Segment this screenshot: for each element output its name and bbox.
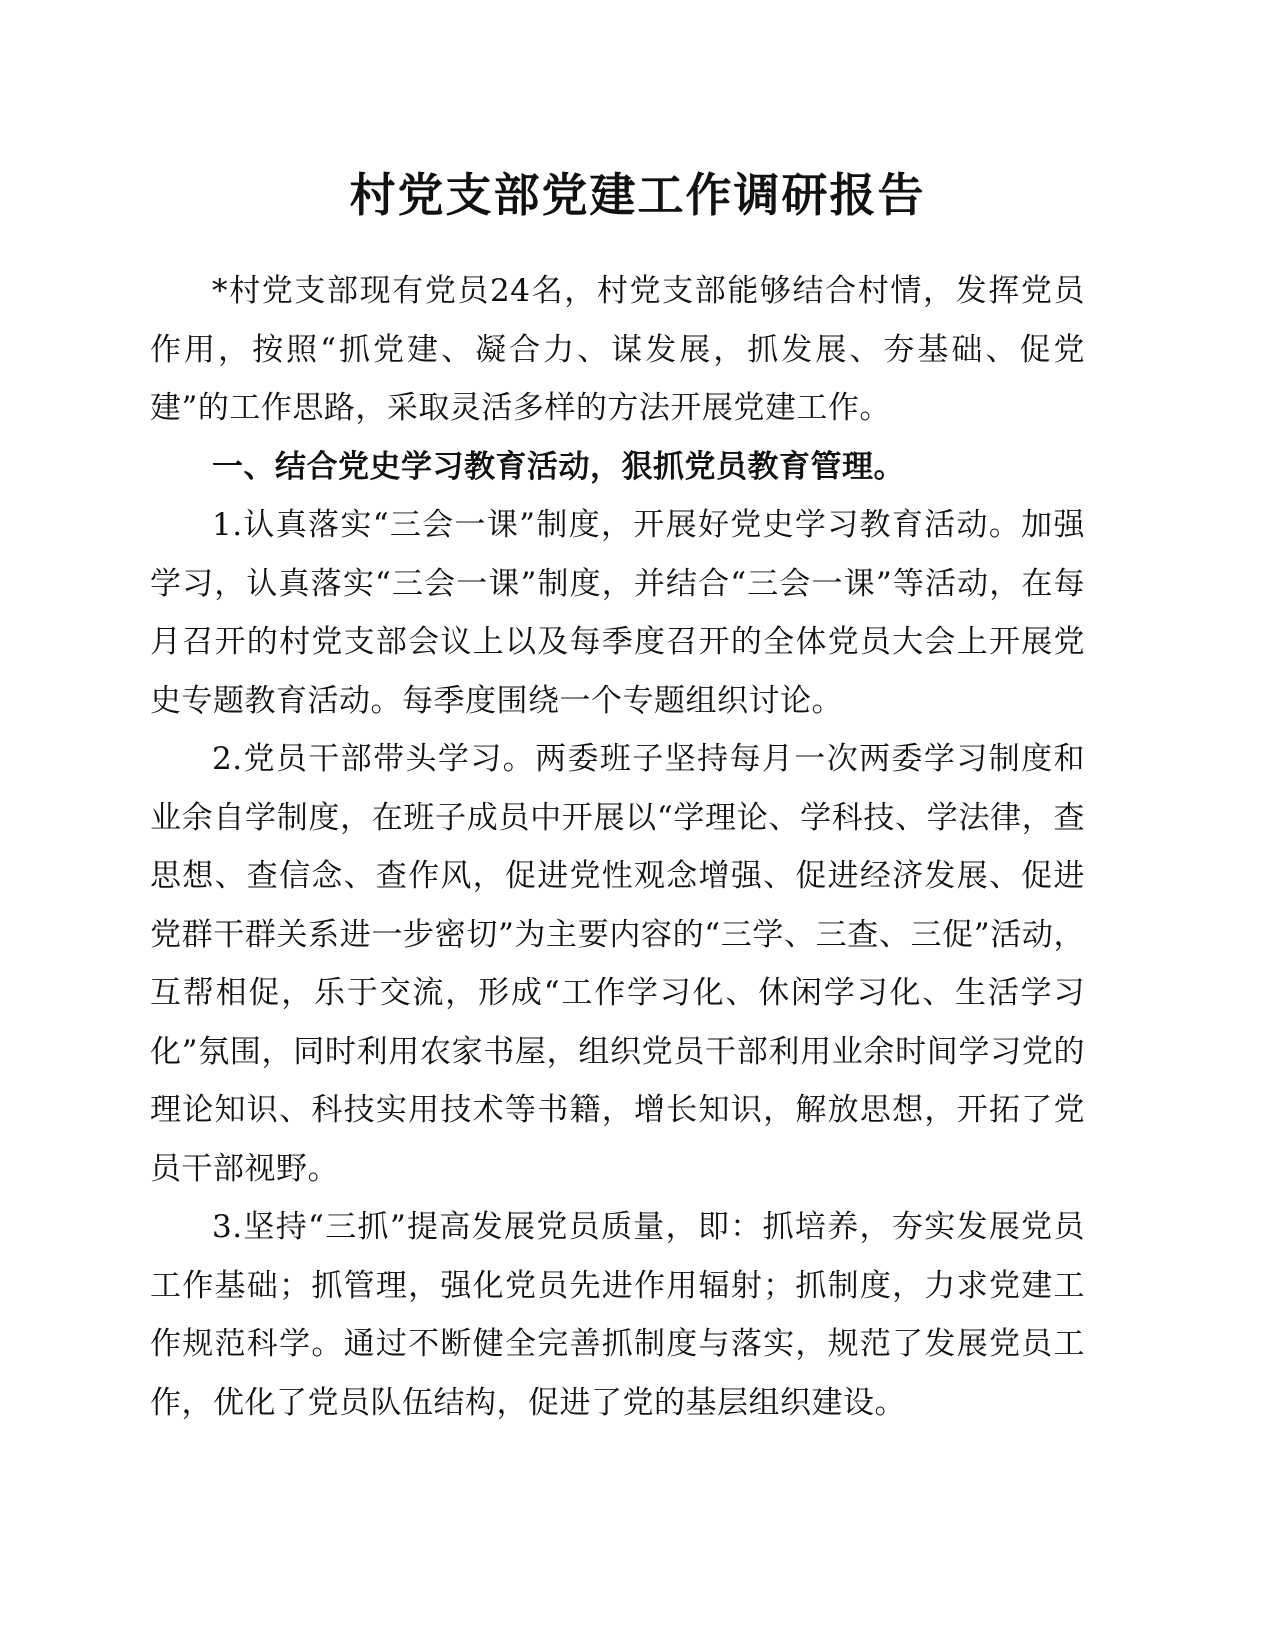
section-heading-1: 一、结合党史学习教育活动，狠抓党员教育管理。 <box>212 448 905 485</box>
document-title: 村党支部党建工作调研报告 <box>349 168 926 222</box>
document-body <box>150 262 1085 1432</box>
item-paragraph-3: 3.坚持“三抓”提高发展党员质量，即：抓培养，夯实发展党员工作基础；抓管理，强化党员先进作用辐射；抓制度，力求党建工作规范科学。通过不断健全完善抓制度与落实，规范了发展党员工作，优化了党员队伍结构，促进了党的基层组织建设。 <box>150 1209 1085 1421</box>
item-paragraph-1: 1.认真落实“三会一课”制度，开展好党史学习教育活动。加强学习，认真落实“三会一课”制度，并结合“三会一课”等活动，在每月召开的村党支部会议上以及每季度召开的全体党员大会上开展党史专题教育活动。每季度围绕一个专题组织讨论。 <box>150 507 1085 719</box>
item-paragraph-2: 2.党员干部带头学习。两委班子坚持每月一次两委学习制度和业余自学制度，在班子成员中开展以“学理论、学科技、学法律，查思想、查信念、查作风，促进党性观念增强、促进经济发展、促进党群干群关系进一步密切”为主要内容的“三学、三查、三促”活动，互帮相促，乐于交流，形成“工作学习化、休闲学习化、生活学习化”氛围，同时利用农家书屋，组织党员干部利用业余时间学习党的理论知识、科技实用技术等书籍，增长知识，解放思想，开拓了党员干部视野。 <box>150 741 1085 1187</box>
intro-paragraph: *村党支部现有党员24名，村党支部能够结合村情，发挥党员作用，按照“抓党建、凝合力、谋发展，抓发展、夯基础、促党建”的工作思路，采取灵活多样的方法开展党建工作。 <box>150 273 1085 426</box>
